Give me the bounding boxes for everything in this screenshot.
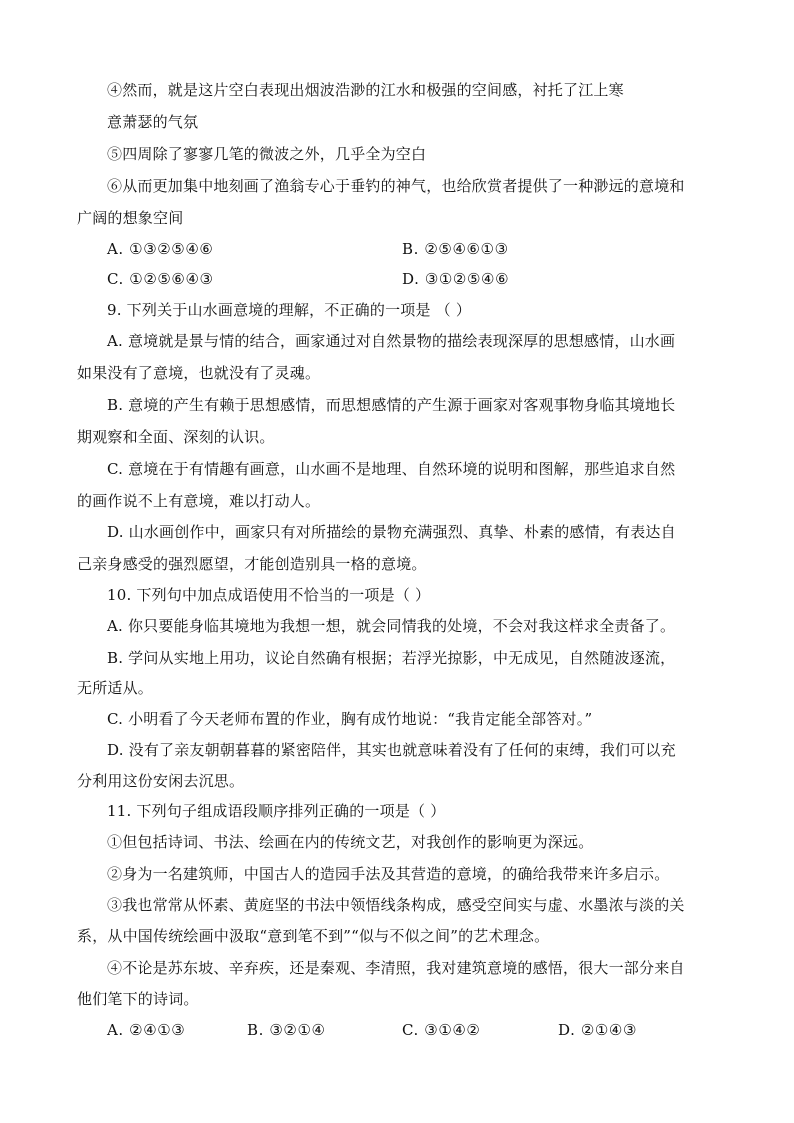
q11-item1: ①但包括诗词、书法、绘画在内的传统文艺，对我创作的影响更为深远。 [107, 833, 594, 851]
q11-option-d[interactable]: D. ②①④③ [558, 1021, 638, 1039]
q8-item6-line1: ⑥从而更加集中地刻画了渔翁专心于垂钓的神气，也给欣赏者提供了一种渺远的意境和 [107, 177, 685, 195]
q11-item2: ②身为一名建筑师，中国古人的造园手法及其营造的意境，的确给我带来许多启示。 [107, 865, 670, 883]
q9-option-b-line2: 期观察和全面、深刻的认识。 [77, 428, 275, 446]
q8-item4-line1: ④然而，就是这片空白表现出烟波浩渺的江水和极强的空间感，衬托了江上寒 [107, 81, 624, 99]
q11-stem: 11. 下列句子组成语段顺序排列正确的一项是（ ） [107, 802, 446, 820]
q9-option-d-line2: 己亲身感受的强烈愿望，才能创造别具一格的意境。 [77, 555, 427, 573]
q8-option-c[interactable]: C. ①②⑤⑥④③ [107, 270, 214, 288]
q8-item6-line2: 广阔的想象空间 [77, 209, 184, 227]
q10-option-b-line1[interactable]: B. 学问从实地上用功，议论自然确有根据；若浮光掠影，中无成见，自然随波逐流， [107, 649, 676, 667]
q10-option-a[interactable]: A. 你只要能身临其境地为我想一想，就会同情我的处境，不会对我这样求全责备了。 [107, 617, 676, 635]
q11-item4-line2: 他们笔下的诗词。 [77, 990, 199, 1008]
q9-option-c-line2: 的画作说不上有意境，难以打动人。 [77, 492, 321, 510]
q9-option-a-line2: 如果没有了意境，也就没有了灵魂。 [77, 364, 321, 382]
q9-option-c-line1[interactable]: C. 意境在于有情趣有画意，山水画不是地理、自然环境的说明和图解，那些追求自然 [107, 460, 676, 478]
q11-option-b[interactable]: B. ③②①④ [247, 1021, 326, 1039]
q11-item3-line2: 系，从中国传统绘画中汲取“意到笔不到”“似与不似之间”的艺术理念。 [77, 927, 550, 945]
q11-option-a[interactable]: A. ②④①③ [107, 1021, 186, 1039]
q9-stem: 9. 下列关于山水画意境的理解，不正确的一项是 （ ） [107, 301, 472, 319]
q10-option-d-line2: 分利用这份安闲去沉思。 [77, 772, 245, 790]
q11-item4-line1: ④不论是苏东坡、辛弃疾，还是秦观、李清照，我对建筑意境的感悟，很大一部分来自 [107, 959, 685, 977]
q8-option-d[interactable]: D. ③①②⑤④⑥ [402, 270, 510, 288]
q9-option-d-line1[interactable]: D. 山水画创作中，画家只有对所描绘的景物充满强烈、真挚、朴素的感情，有表达自 [107, 523, 676, 541]
q9-option-b-line1[interactable]: B. 意境的产生有赖于思想感情，而思想感情的产生源于画家对客观事物身临其境地长 [107, 396, 676, 414]
q8-option-b[interactable]: B. ②⑤④⑥①③ [402, 240, 509, 258]
q10-option-d-line1[interactable]: D. 没有了亲友朝朝暮暮的紧密陪伴，其实也就意味着没有了任何的束缚，我们可以充 [107, 741, 676, 759]
q8-item4-line2: 意萧瑟的气氛 [107, 113, 199, 131]
q11-option-c[interactable]: C. ③①④② [402, 1021, 481, 1039]
q10-option-c[interactable]: C. 小明看了今天老师布置的作业，胸有成竹地说：“我肯定能全部答对。” [107, 710, 593, 728]
q11-item3-line1: ③我也常常从怀素、黄庭坚的书法中领悟线条构成，感受空间实与虚、水墨浓与淡的关 [107, 896, 685, 914]
q8-option-a[interactable]: A. ①③②⑤④⑥ [107, 240, 214, 258]
q10-stem: 10. 下列句中加点成语使用不恰当的一项是（ ） [107, 586, 431, 604]
q8-item5: ⑤四周除了寥寥几笔的微波之外，几乎全为空白 [107, 145, 427, 163]
q10-option-b-line2: 无所适从。 [77, 679, 154, 697]
q9-option-a-line1[interactable]: A. 意境就是景与情的结合，画家通过对自然景物的描绘表现深厚的思想感情，山水画 [107, 332, 676, 350]
